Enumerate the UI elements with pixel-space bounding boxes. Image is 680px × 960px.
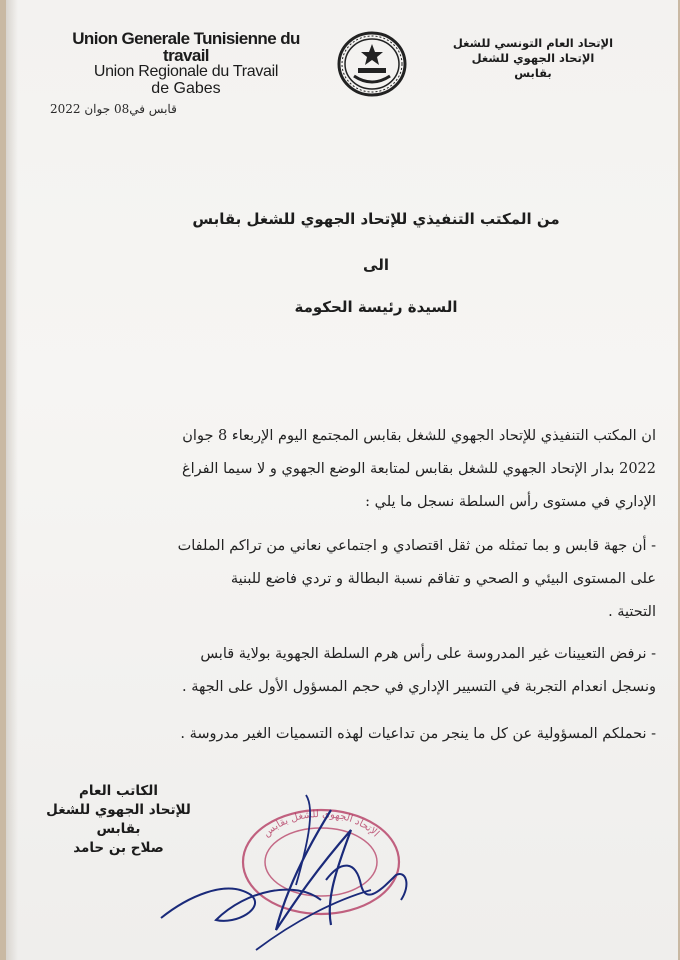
union-emblem-icon: [336, 30, 408, 98]
letter-to-word: الى: [363, 256, 389, 274]
letterhead-fr-line1: Union Generale Tunisienne du travail: [72, 29, 300, 65]
point1-line-1: - أن جهة قابس و بما تمثله من ثقل اقتصادي و اجتماعي نعاني من تراكم الملفات: [177, 538, 656, 554]
handwritten-signature: [156, 790, 426, 960]
stamp-text: الإتحاد الجهوي للشغل بقابس: [261, 808, 382, 840]
signatory-title-1: الكاتب العام: [79, 783, 158, 799]
intro-line-2: 2022 بدار الإتحاد الجهوي للشغل بقابس لمتابعة الوضع الجهوي و لا سيما الفراغ: [182, 461, 656, 477]
letter-date: قابس في08 جوان 2022: [50, 102, 177, 116]
letterhead-fr-line2: Union Regionale du Travail: [93, 63, 279, 80]
paper-fold-shadow: [6, 0, 18, 960]
letter-sender: من المكتب التنفيذي للإتحاد الجهوي للشغل بقابس: [192, 210, 560, 228]
letterhead-ar-line2: الإتحاد الجهوي للشغل: [471, 51, 595, 65]
intro-line-1: ان المكتب التنفيذي للإتحاد الجهوي للشغل بقابس المجتمع اليوم الإربعاء 8 جوان: [182, 428, 656, 444]
signatory-title-2: للإتحاد الجهوي للشغل: [46, 802, 191, 818]
point1-line-3: التحتية .: [608, 604, 656, 620]
point2-line-2: ونسجل انعدام التجربة في التسيير الإداري في حجم المسؤول الأول على الجهة .: [182, 679, 656, 695]
letter-recipient: السيدة رئيسة الحكومة: [294, 298, 458, 316]
signatory-title-3: بقابس: [96, 821, 141, 837]
point1-line-2: على المستوى البيئي و الصحي و تفاقم نسبة البطالة و تردي فاضع للبنية: [230, 571, 656, 587]
letterhead-ar-line1: الإتحاد العام التونسي للشغل: [452, 36, 614, 50]
letterhead-ar-line3: بقابس: [514, 66, 552, 80]
arabic-letterhead: [418, 36, 648, 81]
signatory-name: صلاح بن حامد: [73, 840, 164, 856]
intro-line-3: الإداري في مستوى رأس السلطة نسجل ما يلي :: [365, 494, 656, 510]
letter-point-3: [36, 718, 656, 751]
letter-point-2: [36, 638, 656, 704]
letter-page: [6, 0, 678, 960]
french-letterhead: [66, 30, 306, 97]
letterhead-fr-line3: de Gabes: [151, 80, 221, 97]
letter-intro: [36, 420, 656, 519]
point3-line-1: - نحملكم المسؤولية عن كل ما ينجر من تداعيات لهذه التسميات الغير مدروسة .: [180, 726, 656, 742]
point2-line-1: - نرفض التعيينات غير المدروسة على رأس هرم السلطة الجهوية بولاية قابس: [200, 646, 656, 662]
letter-point-1: [36, 530, 656, 629]
